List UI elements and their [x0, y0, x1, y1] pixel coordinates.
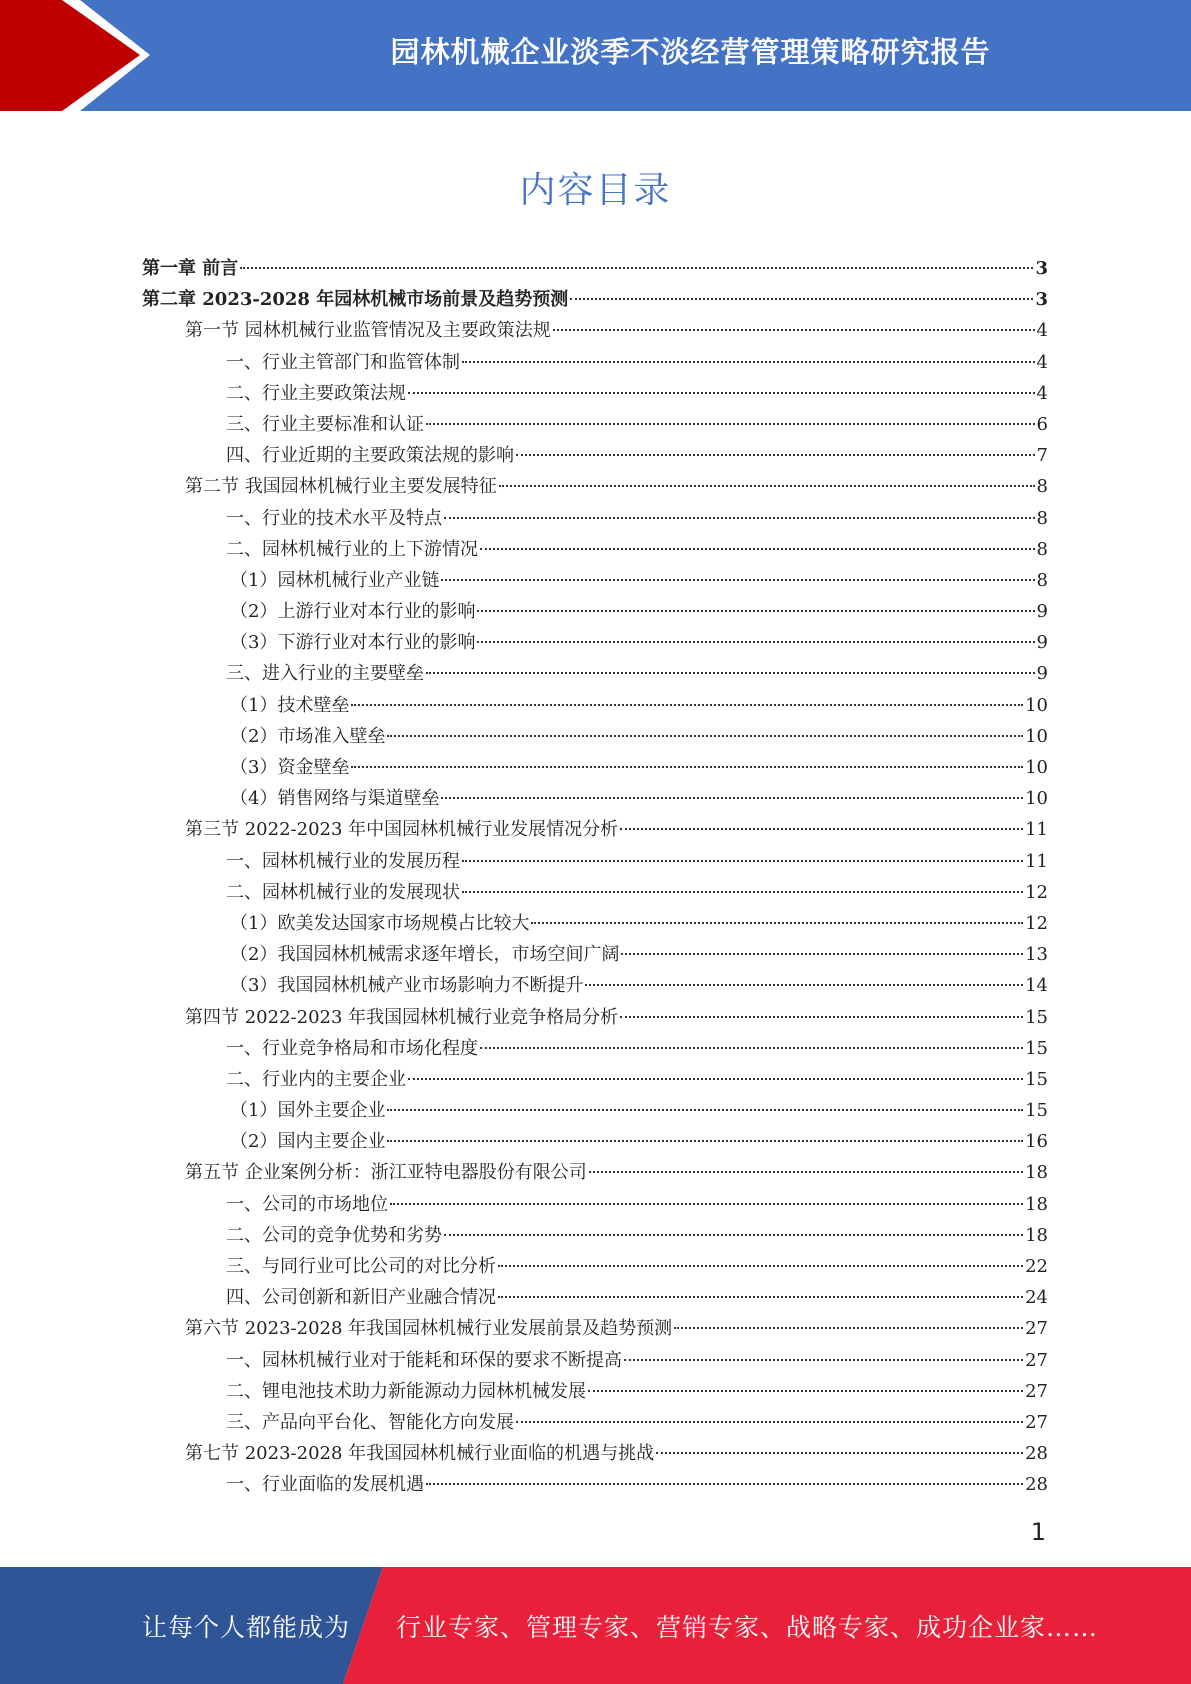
toc-entry-page: 15	[1025, 1100, 1048, 1122]
toc-leader-dots	[408, 1078, 1023, 1080]
toc-leader-dots	[351, 704, 1023, 706]
toc-entry[interactable]	[142, 721, 1048, 752]
toc-entry[interactable]	[142, 690, 1048, 721]
toc-entry-page: 28	[1025, 1474, 1048, 1496]
toc-entry[interactable]	[142, 658, 1048, 689]
toc-leader-dots	[498, 1265, 1023, 1267]
toc-entry[interactable]	[142, 1189, 1048, 1220]
toc-entry-page: 27	[1025, 1318, 1048, 1340]
toc-entry-page: 15	[1025, 1006, 1048, 1028]
toc-entry-label: （1）技术壁垒	[230, 694, 350, 716]
toc-entry[interactable]	[142, 1095, 1048, 1126]
toc-entry[interactable]	[142, 347, 1048, 378]
toc-entry-label: （2）市场准入壁垒	[230, 725, 386, 747]
toc-entry-label: 二、行业主要政策法规	[226, 382, 406, 404]
toc-entry-label: 二、公司的竞争优势和劣势	[226, 1224, 442, 1246]
page-number: 1	[1030, 1518, 1046, 1546]
toc-entry-page: 10	[1025, 788, 1048, 810]
toc-entry-page: 9	[1036, 601, 1048, 623]
toc-entry[interactable]	[142, 1220, 1048, 1251]
toc-leader-dots	[387, 735, 1023, 737]
toc-entry-label: 第一章 前言	[142, 258, 239, 279]
toc-entry-page: 14	[1025, 975, 1048, 997]
toc-entry[interactable]	[142, 627, 1048, 658]
toc-entry-label: （2）上游行业对本行业的影响	[230, 601, 476, 623]
toc-entry-label: 二、行业内的主要企业	[226, 1068, 406, 1090]
toc-entry-label: （4）销售网络与渠道壁垒	[230, 788, 440, 810]
toc-entry[interactable]	[142, 908, 1048, 939]
toc-leader-dots	[620, 828, 1023, 830]
report-title: 园林机械企业淡季不淡经营管理策略研究报告	[390, 34, 991, 69]
toc-entry[interactable]	[142, 1033, 1048, 1064]
toc-entry-label: 二、锂电池技术助力新能源动力园林机械发展	[226, 1380, 586, 1402]
toc-entry-label: 第六节 2023-2028 年我国园林机械行业发展前景及趋势预测	[185, 1318, 673, 1340]
toc-entry-page: 9	[1036, 663, 1048, 685]
toc-entry-page: 10	[1025, 757, 1048, 778]
toc-leader-dots	[499, 485, 1035, 487]
toc-leader-dots	[441, 579, 1034, 581]
toc-entry-page: 4	[1036, 351, 1048, 373]
toc-entry-label: 一、行业主管部门和监管体制	[226, 351, 460, 373]
toc-leader-dots	[426, 423, 1035, 425]
toc-entry-page: 28	[1025, 1443, 1048, 1465]
toc-leader-dots	[387, 1109, 1023, 1111]
table-of-contents	[142, 253, 1048, 1501]
toc-entry-page: 16	[1025, 1131, 1048, 1153]
toc-leader-dots	[516, 1421, 1023, 1423]
toc-entry[interactable]	[142, 440, 1048, 471]
toc-entry[interactable]	[142, 565, 1048, 596]
toc-entry[interactable]	[142, 1157, 1048, 1188]
toc-leader-dots	[531, 922, 1023, 924]
toc-leader-dots	[498, 1296, 1023, 1298]
toc-entry[interactable]	[142, 752, 1048, 783]
toc-heading: 内容目录	[519, 170, 672, 211]
header-banner	[0, 0, 1191, 111]
toc-entry-page: 27	[1025, 1411, 1048, 1433]
toc-entry[interactable]	[142, 1251, 1048, 1282]
toc-entry-label: （2）国内主要企业	[230, 1131, 386, 1153]
toc-leader-dots	[570, 298, 1033, 300]
toc-entry[interactable]	[142, 503, 1048, 534]
toc-entry[interactable]	[142, 1438, 1048, 1469]
toc-entry[interactable]	[142, 253, 1048, 284]
toc-entry-page: 15	[1025, 1068, 1048, 1090]
toc-entry-label: 第二章 2023-2028 年园林机械市场前景及趋势预测	[142, 289, 569, 311]
toc-entry[interactable]	[142, 1282, 1048, 1313]
toc-entry-page: 18	[1025, 1224, 1048, 1246]
toc-entry-page: 11	[1025, 850, 1048, 872]
toc-leader-dots	[620, 1016, 1023, 1018]
toc-entry-page: 4	[1036, 320, 1048, 342]
toc-entry-page: 10	[1025, 694, 1048, 716]
toc-entry-page: 27	[1025, 1349, 1048, 1371]
toc-leader-dots	[674, 1327, 1023, 1329]
toc-entry[interactable]	[142, 846, 1048, 877]
toc-entry-page: 9	[1036, 632, 1048, 654]
toc-leader-dots	[444, 1234, 1023, 1236]
toc-entry-label: 三、与同行业可比公司的对比分析	[226, 1256, 496, 1277]
toc-leader-dots	[477, 641, 1034, 643]
toc-leader-dots	[240, 267, 1033, 269]
toc-entry-page: 7	[1036, 445, 1048, 467]
toc-entry-label: 第二节 我国园林机械行业主要发展特征	[185, 476, 497, 498]
toc-entry-label: 第五节 企业案例分析：浙江亚特电器股份有限公司	[185, 1162, 587, 1184]
toc-entry-label: 三、行业主要标准和认证	[226, 413, 424, 435]
toc-leader-dots	[387, 1140, 1023, 1142]
toc-entry[interactable]	[142, 1407, 1048, 1438]
toc-entry-label: 一、园林机械行业对于能耗和环保的要求不断提高	[226, 1349, 622, 1371]
toc-leader-dots	[426, 672, 1035, 674]
toc-entry-label: （2）我国园林机械需求逐年增长，市场空间广阔	[230, 944, 620, 966]
toc-leader-dots	[585, 984, 1023, 986]
toc-entry-label: 三、进入行业的主要壁垒	[226, 663, 424, 685]
toc-leader-dots	[426, 1483, 1023, 1485]
toc-entry-page: 27	[1025, 1380, 1048, 1402]
toc-entry-label: 一、行业竞争格局和市场化程度	[226, 1037, 478, 1059]
toc-entry-label: 一、园林机械行业的发展历程	[226, 850, 460, 872]
toc-leader-dots	[589, 1171, 1023, 1173]
toc-entry-label: （1）欧美发达国家市场规模占比较大	[230, 912, 530, 934]
toc-entry[interactable]	[142, 1345, 1048, 1376]
toc-entry-label: 第一节 园林机械行业监管情况及主要政策法规	[185, 320, 551, 342]
toc-entry-page: 4	[1036, 382, 1048, 404]
toc-entry-page: 3	[1035, 258, 1048, 279]
toc-entry-page: 18	[1025, 1193, 1048, 1215]
toc-entry-label: （1）园林机械行业产业链	[230, 569, 440, 591]
toc-entry-label: 一、公司的市场地位	[226, 1193, 388, 1215]
toc-entry-page: 8	[1036, 538, 1048, 560]
toc-entry[interactable]	[142, 877, 1048, 908]
toc-entry-label: （1）国外主要企业	[230, 1100, 386, 1122]
toc-entry-label: 二、园林机械行业的上下游情况	[226, 538, 478, 560]
toc-leader-dots	[444, 517, 1035, 519]
toc-entry-page: 11	[1025, 819, 1048, 841]
footer-slogan-left: 让每个人都能成为	[142, 1612, 351, 1642]
toc-entry-page: 6	[1036, 413, 1048, 435]
toc-leader-dots	[462, 361, 1035, 363]
toc-entry-label: 第七节 2023-2028 年我国园林机械行业面临的机遇与挑战	[185, 1443, 655, 1465]
toc-leader-dots	[553, 329, 1035, 331]
footer-slogan-right: 行业专家、管理专家、营销专家、战略专家、成功企业家……	[396, 1612, 1099, 1642]
toc-entry[interactable]	[142, 1376, 1048, 1407]
toc-entry[interactable]	[142, 534, 1048, 565]
toc-entry[interactable]	[142, 315, 1048, 346]
toc-entry[interactable]	[142, 939, 1048, 970]
toc-leader-dots	[621, 953, 1023, 955]
toc-leader-dots	[462, 860, 1023, 862]
toc-entry-page: 8	[1036, 476, 1048, 498]
toc-entry[interactable]	[142, 378, 1048, 409]
footer-banner	[0, 1567, 1191, 1684]
toc-leader-dots	[480, 1047, 1023, 1049]
toc-entry[interactable]	[142, 596, 1048, 627]
toc-entry-page: 8	[1036, 569, 1048, 591]
toc-entry-page: 24	[1025, 1287, 1048, 1309]
toc-leader-dots	[477, 610, 1034, 612]
toc-leader-dots	[480, 548, 1035, 550]
toc-entry-label: （3）下游行业对本行业的影响	[230, 632, 476, 654]
toc-entry-label: 一、行业的技术水平及特点	[226, 507, 442, 529]
toc-entry-page: 10	[1025, 725, 1048, 747]
toc-entry[interactable]	[142, 471, 1048, 502]
toc-leader-dots	[351, 766, 1023, 768]
toc-leader-dots	[462, 891, 1023, 893]
toc-entry-page: 3	[1035, 289, 1048, 311]
toc-entry-label: 二、园林机械行业的发展现状	[226, 881, 460, 903]
toc-entry-label: 四、公司创新和新旧产业融合情况	[226, 1287, 496, 1309]
toc-entry[interactable]	[142, 1126, 1048, 1157]
toc-entry-page: 18	[1025, 1162, 1048, 1184]
toc-entry-label: （3）我国园林机械产业市场影响力不断提升	[230, 975, 584, 997]
toc-entry[interactable]	[142, 1002, 1048, 1033]
toc-entry-page: 13	[1025, 944, 1048, 966]
toc-entry-label: 四、行业近期的主要政策法规的影响	[226, 445, 514, 467]
toc-leader-dots	[408, 392, 1035, 394]
toc-leader-dots	[441, 797, 1023, 799]
toc-entry-page: 22	[1025, 1256, 1048, 1277]
toc-entry[interactable]	[142, 970, 1048, 1001]
toc-entry-page: 12	[1025, 912, 1048, 934]
toc-entry-label: 三、产品向平台化、智能化方向发展	[226, 1411, 514, 1433]
toc-entry[interactable]	[142, 284, 1048, 315]
toc-leader-dots	[516, 454, 1035, 456]
toc-leader-dots	[624, 1359, 1023, 1361]
toc-entry-label: 第三节 2022-2023 年中国园林机械行业发展情况分析	[185, 819, 619, 841]
toc-entry[interactable]	[142, 1313, 1048, 1344]
toc-entry-label: （3）资金壁垒	[230, 757, 350, 778]
toc-entry[interactable]	[142, 783, 1048, 814]
toc-entry-label: 一、行业面临的发展机遇	[226, 1474, 424, 1496]
toc-entry-page: 12	[1025, 881, 1048, 903]
toc-entry-page: 15	[1025, 1037, 1048, 1059]
toc-entry[interactable]	[142, 409, 1048, 440]
toc-entry[interactable]	[142, 1469, 1048, 1500]
toc-entry[interactable]	[142, 814, 1048, 845]
toc-leader-dots	[390, 1203, 1023, 1205]
toc-entry-page: 8	[1036, 507, 1048, 529]
toc-entry-label: 第四节 2022-2023 年我国园林机械行业竞争格局分析	[185, 1006, 619, 1028]
toc-entry[interactable]	[142, 1064, 1048, 1095]
toc-leader-dots	[588, 1390, 1023, 1392]
toc-leader-dots	[656, 1452, 1023, 1454]
